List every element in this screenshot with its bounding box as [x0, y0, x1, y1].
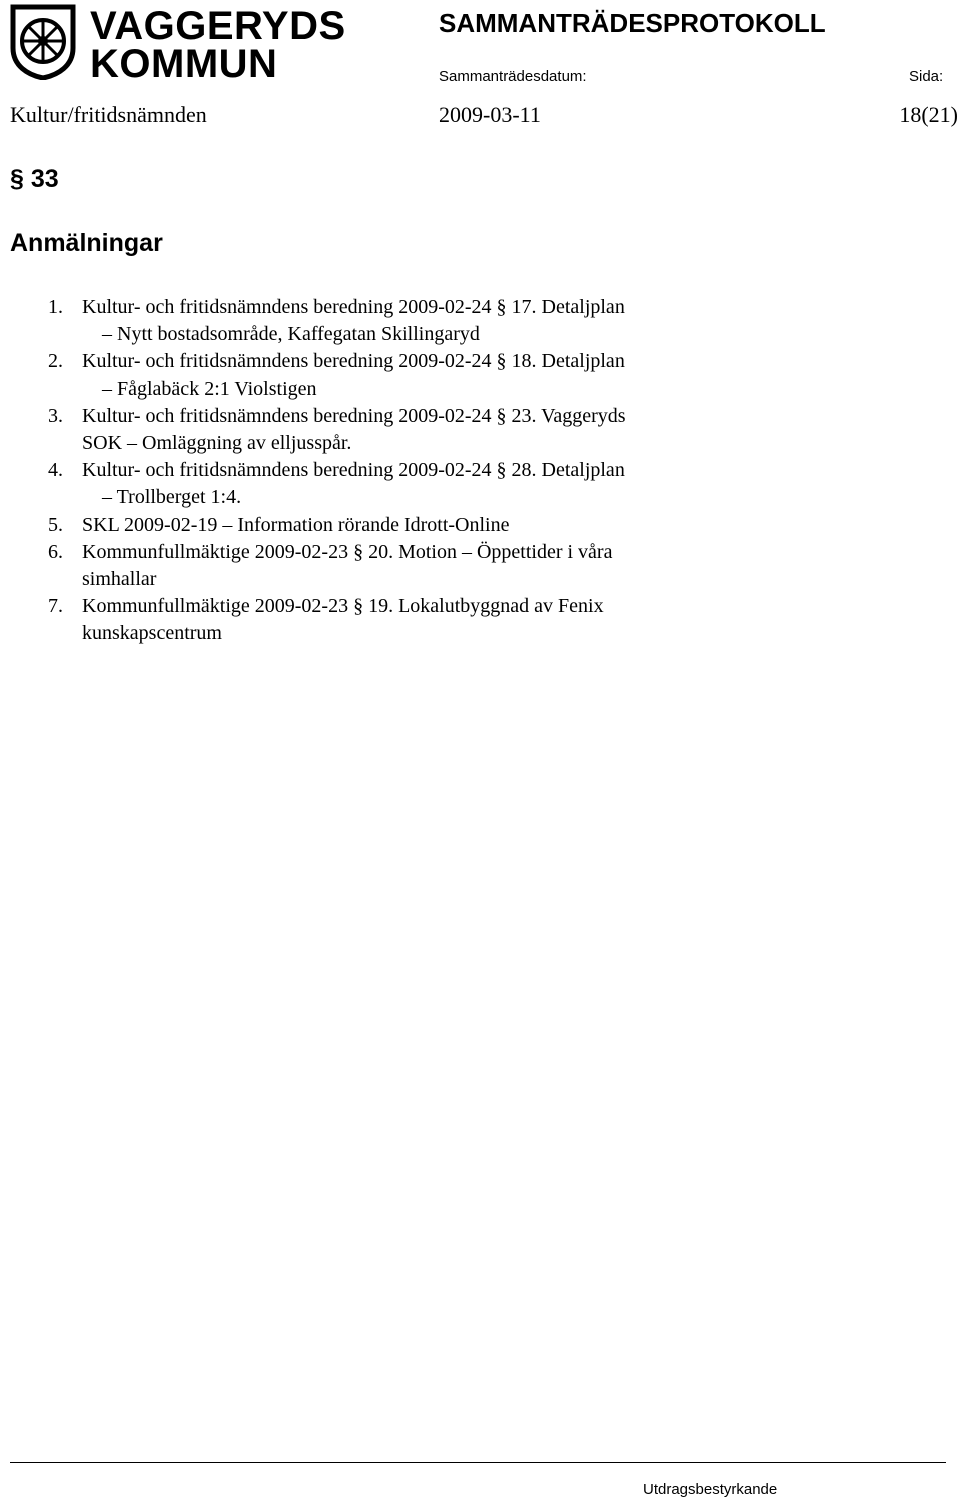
item-text-continued: kunskapscentrum — [82, 622, 222, 645]
item-text: Kultur- och fritidsnämndens beredning 2009-02-24 § 18. Detaljplan — [82, 350, 625, 373]
item-text-continued: – Trollberget 1:4. — [102, 486, 242, 509]
item-number: 6. — [48, 540, 63, 563]
item-text-continued: – Nytt bostadsområde, Kaffegatan Skillingaryd — [102, 323, 480, 346]
item-number: 3. — [48, 404, 63, 427]
item-text-continued: SOK – Omläggning av elljusspår. — [82, 432, 352, 455]
section-number: § 33 — [10, 165, 59, 193]
section-title: Anmälningar — [10, 229, 163, 257]
logo-text-line1: VAGGERYDS — [90, 4, 346, 48]
list-item — [42, 403, 762, 457]
item-number: 2. — [48, 350, 63, 373]
logo-text-line2: KOMMUN — [90, 42, 278, 86]
committee-name: Kultur/fritidsnämnden — [10, 102, 207, 127]
list-item — [42, 348, 762, 402]
item-text: SKL 2009-02-19 – Information rörande Idrott-Online — [82, 513, 510, 536]
coat-of-arms-icon — [10, 4, 80, 80]
item-number: 7. — [48, 595, 63, 618]
list-item — [42, 512, 762, 539]
page-number: 18(21) — [899, 102, 958, 127]
notification-list — [42, 294, 762, 648]
list-item — [42, 593, 762, 647]
item-number: 5. — [48, 513, 63, 536]
item-number: 4. — [48, 459, 63, 482]
meeting-date: 2009-03-11 — [439, 102, 541, 127]
list-item — [42, 457, 762, 511]
document-type-title: SAMMANTRÄDESPROTOKOLL — [439, 8, 826, 38]
item-text: Kultur- och fritidsnämndens beredning 2009-02-24 § 17. Detaljplan — [82, 296, 625, 318]
municipality-logo — [10, 4, 346, 86]
item-text-continued: – Fåglabäck 2:1 Violstigen — [102, 377, 317, 400]
certification-label: Utdragsbestyrkande — [643, 1481, 778, 1498]
item-number: 1. — [48, 296, 63, 318]
footer-divider — [10, 1462, 946, 1463]
item-text: Kommunfullmäktige 2009-02-23 § 19. Lokalutbyggnad av Fenix — [82, 595, 604, 618]
list-item — [42, 539, 762, 593]
list-item — [42, 294, 762, 348]
item-text: Kultur- och fritidsnämndens beredning 2009-02-24 § 23. Vaggeryds — [82, 404, 626, 427]
item-text: Kultur- och fritidsnämndens beredning 2009-02-24 § 28. Detaljplan — [82, 459, 625, 482]
meeting-date-label: Sammanträdesdatum: — [439, 68, 587, 85]
item-text: Kommunfullmäktige 2009-02-23 § 20. Motion – Öppettider i våra — [82, 540, 613, 563]
item-text-continued: simhallar — [82, 568, 157, 591]
page-label: Sida: — [909, 68, 944, 85]
